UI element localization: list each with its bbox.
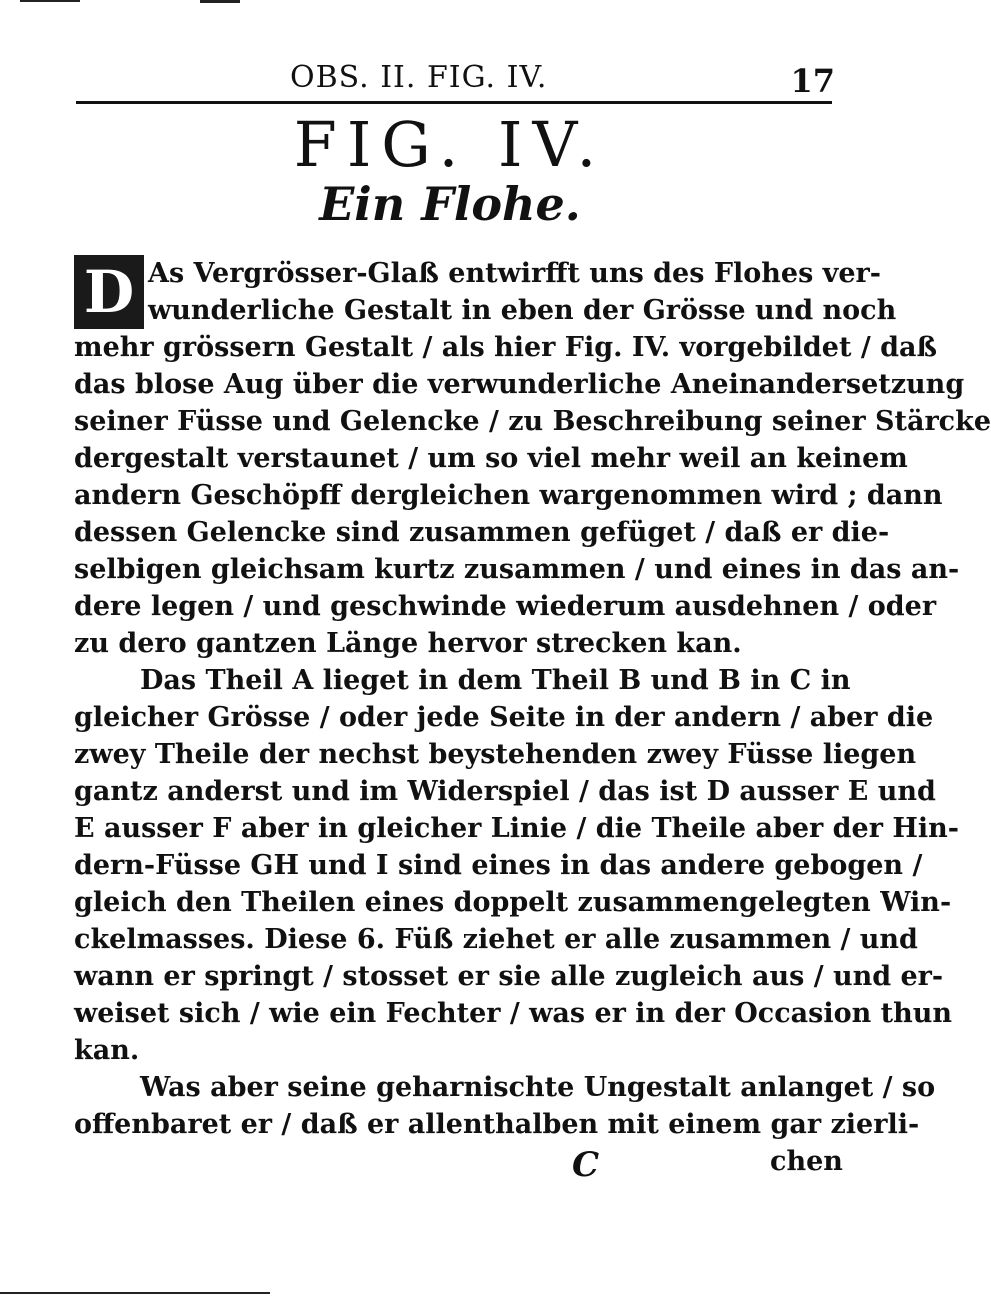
signature-mark: C	[572, 1145, 600, 1185]
text-line: selbigen gleichsam kurtz zusammen / und eines in das an-	[74, 554, 960, 585]
text-line: andern Geschöpff dergleichen wargenommen wird ; dann	[74, 480, 943, 511]
text-line: zu dero gantzen Länge hervor strecken kan.	[74, 628, 742, 659]
text-line: seiner Füsse und Gelencke / zu Beschreibung seiner Stärcke	[74, 406, 991, 437]
text-line: zwey Theile der nechst beystehenden zwey Füsse liegen	[74, 739, 917, 770]
header-rule	[76, 101, 832, 104]
scan-edge-mark-top-center	[200, 0, 240, 3]
text-line: wunderliche Gestalt in eben der Grösse und noch	[148, 295, 897, 326]
page-number: 17	[790, 62, 835, 100]
text-line: kan.	[74, 1035, 140, 1066]
text-line: dere legen / und geschwinde wiederum ausdehnen / oder	[74, 591, 937, 622]
text-line: E ausser F aber in gleicher Linie / die Theile aber der Hin-	[74, 813, 959, 844]
text-line: dessen Gelencke sind zusammen gefüget / daß er die-	[74, 517, 890, 548]
scan-edge-mark-top	[20, 0, 80, 2]
text-line: mehr grössern Gestalt / als hier Fig. IV. vorgebildet / daß	[74, 332, 937, 363]
catchword: chen	[770, 1146, 843, 1177]
figure-title: FIG. IV.	[293, 108, 607, 181]
text-line: ckelmasses. Diese 6. Füß ziehet er alle zusammen / und	[74, 924, 918, 955]
text-line: wann er springt / stosset er sie alle zugleich aus / und er-	[74, 961, 944, 992]
text-line: weiset sich / wie ein Fechter / was er in der Occasion thun	[74, 998, 953, 1029]
text-line: Was aber seine geharnischte Ungestalt anlanget / so	[140, 1072, 936, 1103]
text-line: dern-Füsse GH und I sind eines in das andere gebogen /	[74, 850, 923, 881]
drop-cap-initial: D	[74, 255, 144, 329]
text-line: das blose Aug über die verwunderliche Aneinandersetzung	[74, 369, 965, 400]
text-line: As Vergrösser-Glaß entwirfft uns des Flohes ver-	[148, 258, 881, 289]
figure-subtitle: Ein Flohe.	[319, 177, 581, 231]
text-line: gleicher Grösse / oder jede Seite in der andern / aber die	[74, 702, 934, 733]
text-line: gantz anderst und im Widerspiel / das ist D ausser E und	[74, 776, 936, 807]
text-line: offenbaret er / daß er allenthalben mit einem gar zierli-	[74, 1109, 920, 1140]
scan-edge-mark-bottom	[0, 1292, 270, 1294]
running-title: OBS. II. FIG. IV.	[290, 60, 548, 95]
text-line: Das Theil A lieget in dem Theil B und B in C in	[140, 665, 851, 696]
text-line: dergestalt verstaunet / um so viel mehr weil an keinem	[74, 443, 908, 474]
text-line: gleich den Theilen eines doppelt zusammengelegten Win-	[74, 887, 952, 918]
